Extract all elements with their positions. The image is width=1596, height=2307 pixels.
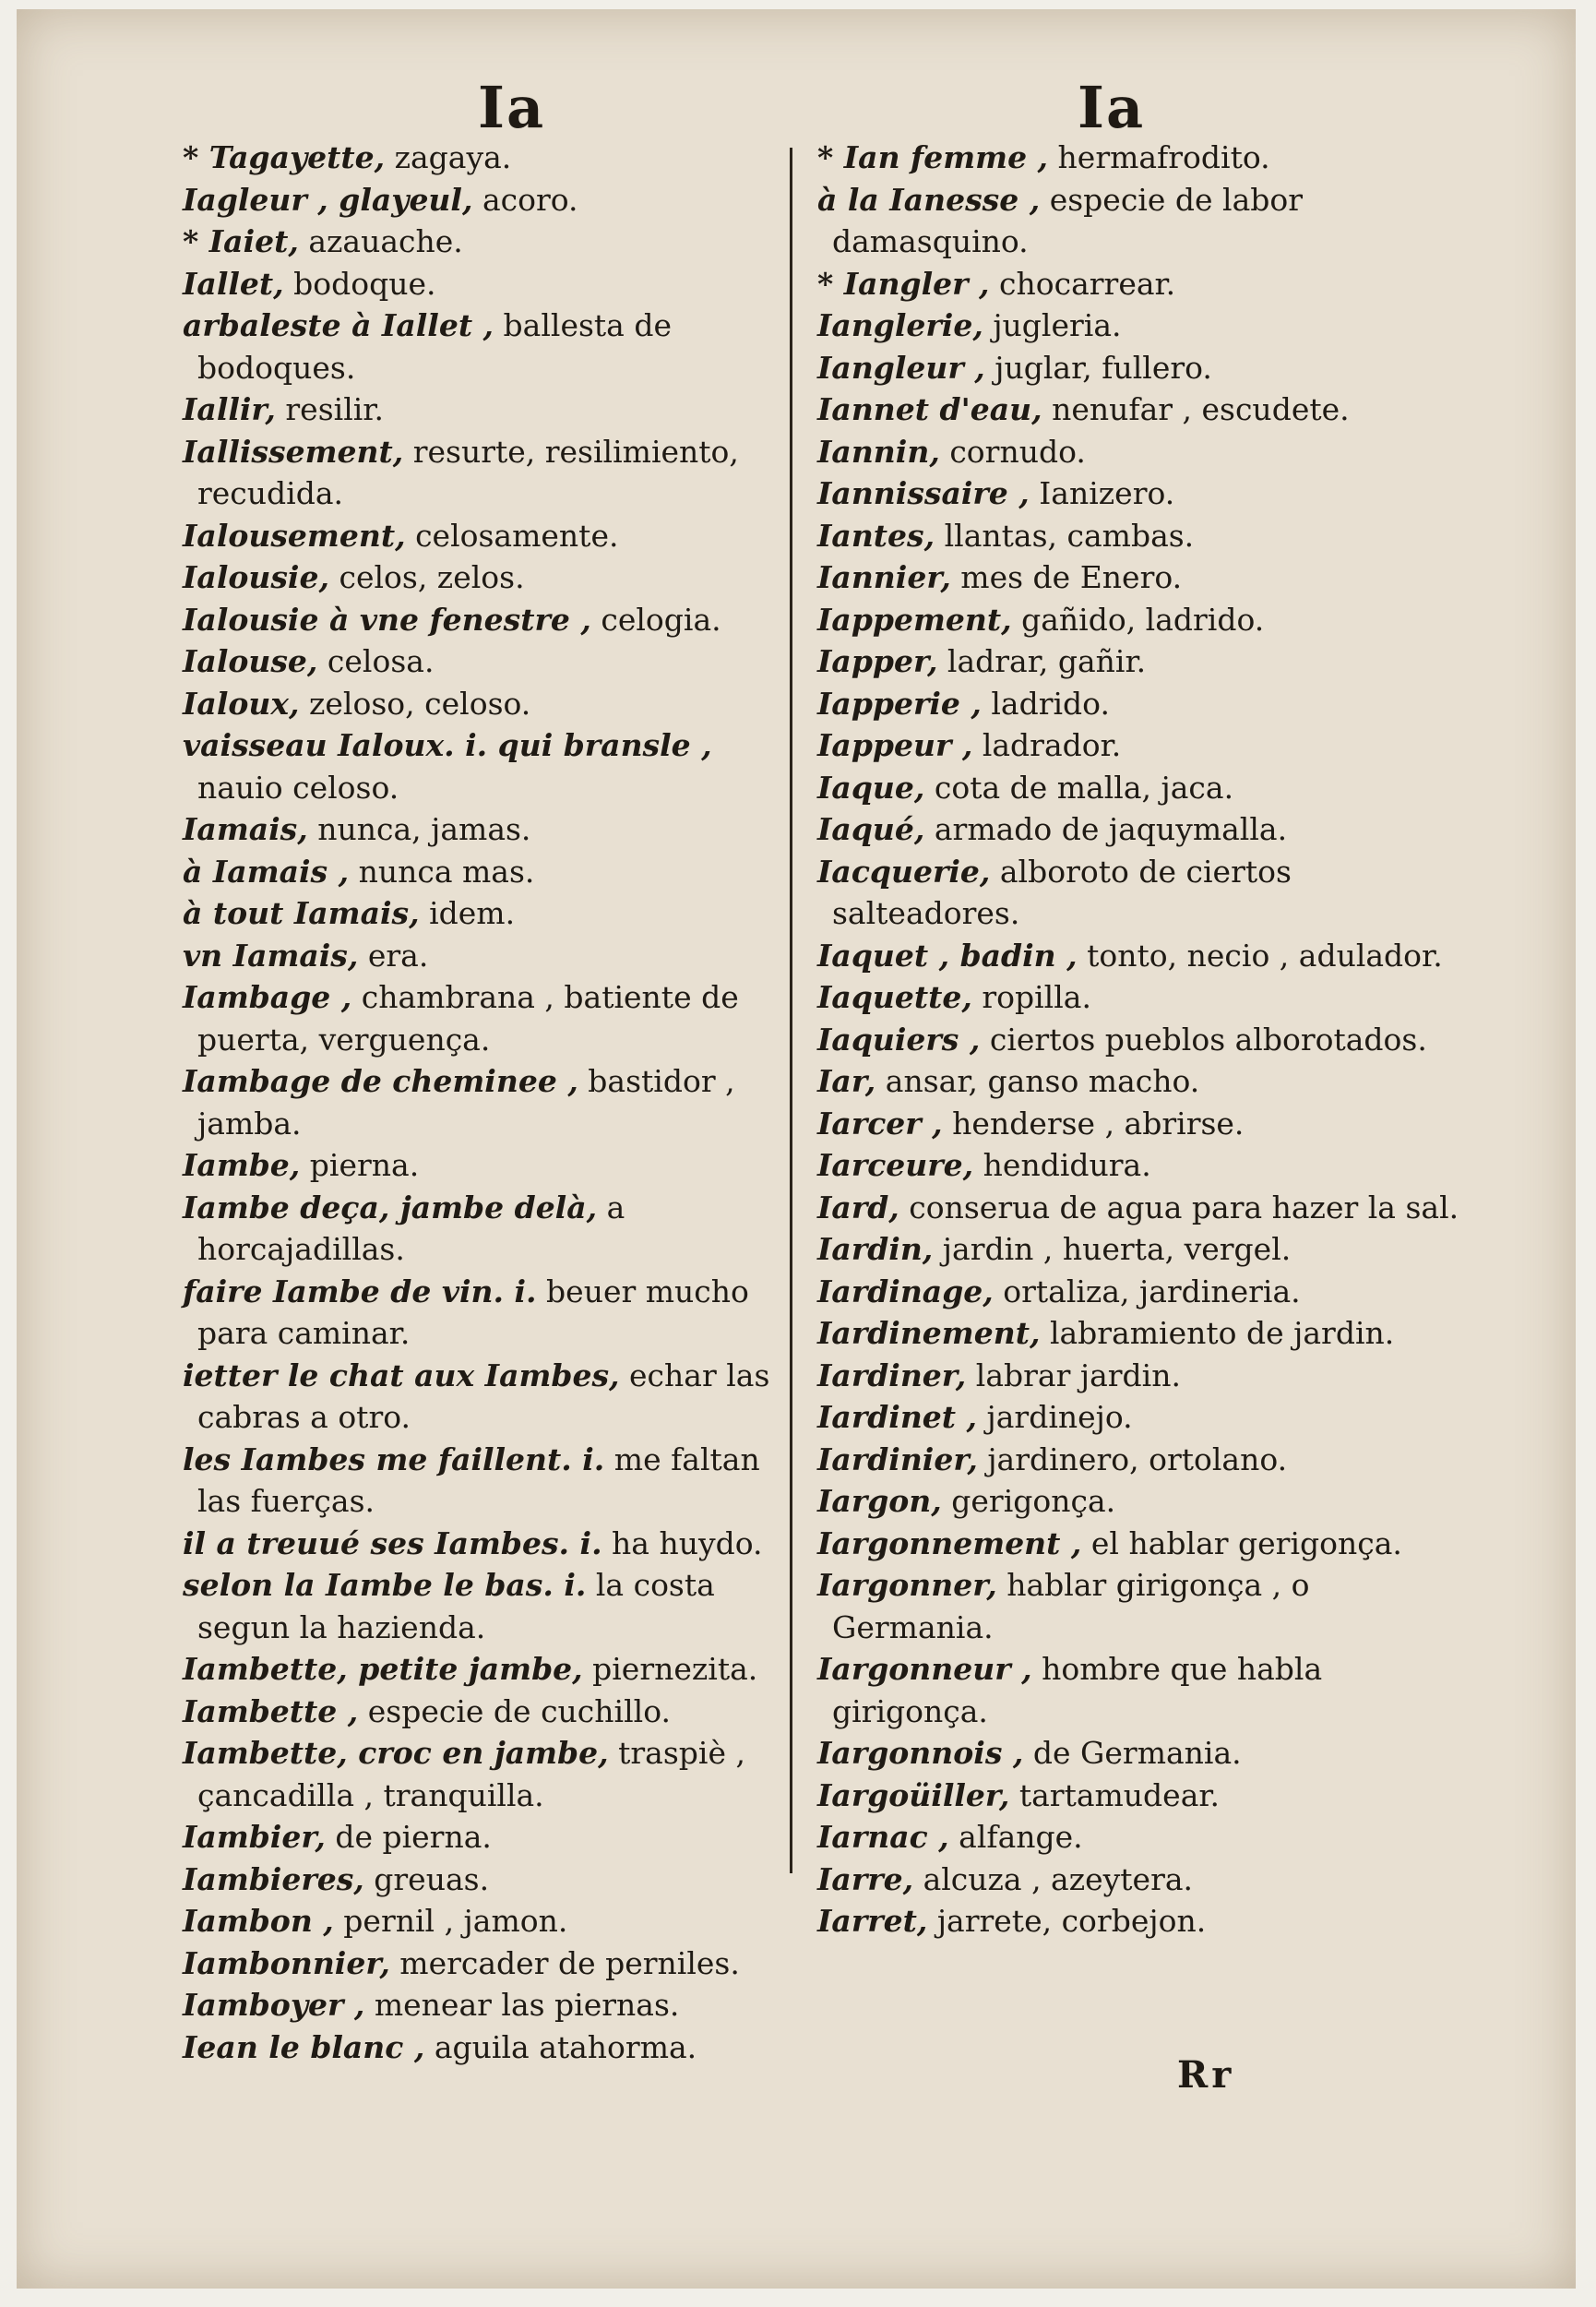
- entry-definition: cota de malla, jaca.: [924, 769, 1234, 806]
- dictionary-entry: [817, 724, 1463, 767]
- entry-headword: Iarre,: [817, 1860, 914, 1897]
- dictionary-page: [17, 9, 1576, 2289]
- entry-headword: à Iamais ,: [183, 853, 350, 890]
- entry-definition: labrar jardin.: [966, 1357, 1181, 1393]
- entry-headword: Iambette, croc en jambe,: [183, 1735, 609, 1771]
- entry-headword: Iannissaire ,: [817, 475, 1030, 511]
- entry-headword: Iappeur ,: [817, 727, 973, 763]
- entry-definition: resilir.: [275, 391, 384, 427]
- entry-headword: Iardinet ,: [817, 1399, 978, 1435]
- entry-headword: Iamboyer ,: [183, 1987, 365, 2023]
- dictionary-entry: [817, 1900, 1463, 1942]
- entry-definition: llantas, cambas.: [935, 517, 1195, 554]
- dictionary-entry: [817, 599, 1463, 641]
- entry-definition: ladrador.: [972, 727, 1122, 763]
- entry-headword: Iambage de cheminee ,: [183, 1063, 578, 1099]
- dictionary-entry: [817, 347, 1463, 389]
- entry-definition: resurte, resilimiento, recudida.: [197, 433, 739, 511]
- entry-definition: jarrete, corbejon.: [927, 1903, 1207, 1939]
- dictionary-entry: [817, 1271, 1463, 1313]
- dictionary-entry: [817, 431, 1463, 473]
- dictionary-entry: [183, 305, 792, 388]
- entry-definition: conserua de agua para hazer la sal.: [899, 1189, 1459, 1225]
- entry-headword: Ialouse,: [183, 643, 318, 679]
- entry-definition: ladrar, gañir.: [937, 643, 1147, 679]
- entry-definition: idem.: [419, 895, 516, 931]
- entry-headword: Iambage ,: [183, 979, 352, 1015]
- entry-headword: Ialousie à vne fenestre ,: [183, 601, 591, 638]
- dictionary-entry: [183, 1060, 792, 1144]
- dictionary-entry: [817, 1312, 1463, 1355]
- entry-definition: armado de jaquymalla.: [924, 811, 1288, 847]
- dictionary-entry: [183, 1900, 792, 1942]
- entry-definition: piernezita.: [582, 1651, 758, 1687]
- entry-headword: Iambonnier,: [183, 1944, 390, 1981]
- dictionary-entry: [817, 305, 1463, 347]
- entry-definition: era.: [358, 937, 429, 974]
- dictionary-entry: [183, 1648, 792, 1691]
- dictionary-entry: [183, 263, 792, 305]
- entry-headword: Iannet d'eau,: [817, 391, 1042, 427]
- entry-headword: Iaque,: [817, 769, 925, 806]
- entry-definition: nauio celoso.: [197, 769, 399, 806]
- entry-headword: Iapperie ,: [817, 685, 982, 722]
- entry-headword: Iantes,: [817, 517, 935, 554]
- dictionary-entry: [817, 1775, 1463, 1817]
- entry-definition: ladrido.: [981, 685, 1110, 722]
- entry-definition: ortaliza, jardineria.: [993, 1273, 1301, 1309]
- entry-headword: Iaquiers ,: [817, 1021, 981, 1058]
- dictionary-entry: [183, 1691, 792, 1733]
- dictionary-entry: [183, 1732, 792, 1816]
- entry-headword: Iannin,: [817, 433, 940, 470]
- dictionary-entry: [817, 1396, 1463, 1439]
- entry-headword: Iean le blanc ,: [183, 2028, 425, 2065]
- dictionary-entry: [183, 683, 792, 725]
- entry-headword: à tout Iamais,: [183, 895, 420, 931]
- dictionary-entry: [817, 1060, 1463, 1103]
- entry-definition: gerigonça.: [941, 1483, 1116, 1519]
- entry-definition: celos, zelos.: [328, 559, 525, 595]
- entry-definition: ropilla.: [971, 979, 1091, 1015]
- entry-headword: Iagleur , glayeul,: [183, 181, 473, 218]
- dictionary-entry: [183, 599, 792, 641]
- right-running-head: Ia: [1078, 74, 1146, 141]
- entry-definition: celogia.: [590, 601, 721, 638]
- entry-definition: chambrana , batiente de puerta, verguença.: [197, 979, 739, 1058]
- entry-headword: Iambette ,: [183, 1692, 359, 1729]
- entry-headword: faire Iambe de vin. i.: [183, 1273, 537, 1309]
- entry-definition: ha huydo.: [601, 1524, 763, 1561]
- entry-headword: Iallissement,: [183, 433, 404, 470]
- entry-definition: tartamudear.: [1009, 1776, 1221, 1813]
- entry-definition: Ianizero.: [1029, 475, 1175, 511]
- entry-definition: especie de cuchillo.: [358, 1692, 671, 1729]
- signature-mark: Rr: [1177, 2053, 1235, 2097]
- entry-headword: Iallir,: [183, 391, 276, 427]
- entry-headword: Iannier,: [817, 559, 951, 595]
- dictionary-entry: [817, 556, 1463, 599]
- entry-headword: Iamais,: [183, 811, 308, 847]
- entry-headword: Iardin,: [817, 1231, 934, 1267]
- dictionary-entry: [817, 1523, 1463, 1565]
- entry-definition: tonto, necio , adulador.: [1077, 937, 1443, 974]
- entry-headword: Iargonneur ,: [817, 1651, 1032, 1687]
- dictionary-entry: [183, 1355, 792, 1439]
- entry-definition: labramiento de jardin.: [1040, 1315, 1395, 1351]
- entry-definition: azauache.: [298, 223, 463, 259]
- entry-definition: hombre que habla girigonça.: [832, 1651, 1323, 1729]
- entry-definition: gañido, ladrido.: [1011, 601, 1265, 638]
- dictionary-entry: [817, 851, 1463, 935]
- entry-headword: Ialousement,: [183, 517, 406, 554]
- entry-definition: de Germania.: [1023, 1735, 1242, 1771]
- left-running-head: Ia: [478, 74, 546, 141]
- entry-definition: alfange.: [948, 1819, 1083, 1855]
- entry-definition: bastidor , jamba.: [197, 1063, 735, 1142]
- dictionary-entry: [183, 515, 792, 557]
- dictionary-entry: [183, 556, 792, 599]
- dictionary-entry: [817, 808, 1463, 851]
- dictionary-entry: [817, 1228, 1463, 1271]
- entry-headword: Iarcer ,: [817, 1105, 943, 1142]
- entry-headword: Iambe deça, jambe delà,: [183, 1189, 598, 1225]
- entry-headword: Iangleur ,: [817, 349, 985, 386]
- entry-definition: nunca mas.: [349, 853, 535, 890]
- entry-definition: la costa segun la hazienda.: [197, 1567, 715, 1645]
- entry-definition: chocarrear.: [989, 265, 1176, 302]
- dictionary-entry: [817, 1439, 1463, 1481]
- entry-definition: hermafrodito.: [1048, 139, 1270, 175]
- entry-headword: vaisseau Ialoux. i. qui bransle ,: [183, 727, 712, 763]
- dictionary-entry: [183, 1984, 792, 2026]
- entry-headword: Iardinage,: [817, 1273, 994, 1309]
- dictionary-entry: [817, 1480, 1463, 1523]
- entry-headword: à la Ianesse ,: [817, 181, 1041, 218]
- entry-definition: de pierna.: [325, 1819, 492, 1855]
- dictionary-entry: [183, 1523, 792, 1565]
- entry-headword: Iaquet , badin ,: [817, 937, 1078, 974]
- dictionary-entry: [183, 137, 792, 179]
- dictionary-entry: [183, 640, 792, 683]
- dictionary-entry: [817, 1648, 1463, 1732]
- dictionary-entry: [817, 767, 1463, 809]
- dictionary-entry: [183, 976, 792, 1060]
- entry-headword: Ialousie,: [183, 559, 329, 595]
- dictionary-entry: [817, 1103, 1463, 1145]
- entry-definition: nenufar , escudete.: [1042, 391, 1350, 427]
- column-divider: [790, 148, 792, 1873]
- entry-headword: * Iangler ,: [817, 265, 990, 302]
- entry-headword: Iarnac ,: [817, 1819, 949, 1855]
- entry-definition: a horcajadillas.: [197, 1189, 625, 1267]
- entry-definition: ballesta de bodoques.: [197, 307, 672, 386]
- entry-headword: Iambette, petite jambe,: [183, 1651, 583, 1687]
- dictionary-entry: [817, 683, 1463, 725]
- entry-definition: celosa.: [317, 643, 435, 679]
- entry-headword: arbaleste à Iallet ,: [183, 307, 494, 343]
- entry-definition: henderse , abrirse.: [942, 1105, 1245, 1142]
- entry-definition: pernil , jamon.: [333, 1903, 568, 1939]
- dictionary-entry: [183, 2026, 792, 2069]
- entry-headword: Iard,: [817, 1189, 899, 1225]
- dictionary-entry: [817, 1355, 1463, 1397]
- entry-headword: Iargonnement ,: [817, 1524, 1082, 1561]
- entry-definition: cornudo.: [939, 433, 1086, 470]
- dictionary-entry: [817, 1816, 1463, 1859]
- dictionary-entry: [183, 892, 792, 935]
- entry-headword: Iarceure,: [817, 1147, 974, 1183]
- entry-headword: Iargonner,: [817, 1567, 997, 1603]
- entry-definition: especie de labor damasquino.: [832, 181, 1304, 259]
- entry-definition: aguila atahorma.: [424, 2028, 697, 2065]
- entry-headword: Iardinement,: [817, 1315, 1041, 1351]
- entry-headword: Iarret,: [817, 1903, 928, 1939]
- entry-headword: Iallet,: [183, 265, 284, 302]
- dictionary-entry: [183, 724, 792, 808]
- entry-headword: Iardiner,: [817, 1357, 967, 1393]
- entry-headword: Iambe,: [183, 1147, 301, 1183]
- entry-definition: jugleria.: [983, 307, 1122, 343]
- right-column: [817, 137, 1463, 1942]
- dictionary-entry: [817, 515, 1463, 557]
- entry-headword: il a treuué ses Iambes. i.: [183, 1524, 602, 1561]
- dictionary-entry: [183, 935, 792, 977]
- dictionary-entry: [183, 1187, 792, 1271]
- entry-headword: * Tagayette,: [183, 139, 386, 175]
- dictionary-entry: [183, 431, 792, 515]
- entry-definition: alboroto de ciertos salteadores.: [832, 853, 1292, 931]
- entry-definition: nunca, jamas.: [307, 811, 531, 847]
- dictionary-entry: [817, 179, 1463, 263]
- entry-definition: bodoque.: [283, 265, 436, 302]
- entry-headword: Iambieres,: [183, 1860, 364, 1897]
- entry-headword: Iappement,: [817, 601, 1012, 638]
- entry-definition: traspiè , çancadilla , tranquilla.: [197, 1735, 745, 1813]
- entry-headword: Iaqué,: [817, 811, 925, 847]
- entry-definition: echar las cabras a otro.: [197, 1357, 770, 1435]
- dictionary-entry: [183, 388, 792, 431]
- dictionary-entry: [817, 263, 1463, 305]
- entry-headword: selon la Iambe le bas. i.: [183, 1567, 587, 1603]
- entry-headword: Iargonnois ,: [817, 1735, 1024, 1771]
- dictionary-entry: [183, 1564, 792, 1648]
- dictionary-entry: [817, 1859, 1463, 1901]
- entry-headword: Iargoüiller,: [817, 1776, 1010, 1813]
- entry-definition: hablar girigonça , o Germania.: [832, 1567, 1310, 1645]
- dictionary-entry: [817, 640, 1463, 683]
- entry-headword: Iambier,: [183, 1819, 326, 1855]
- dictionary-entry: [183, 221, 792, 263]
- entry-definition: mercader de perniles.: [389, 1944, 740, 1981]
- entry-definition: mes de Enero.: [950, 559, 1183, 595]
- dictionary-entry: [183, 1144, 792, 1187]
- entry-headword: Iaquette,: [817, 979, 972, 1015]
- entry-headword: Iargon,: [817, 1483, 942, 1519]
- dictionary-entry: [183, 1942, 792, 1985]
- dictionary-entry: [183, 1271, 792, 1355]
- dictionary-entry: [817, 976, 1463, 1019]
- left-column: [183, 137, 792, 2068]
- entry-headword: * Ian femme ,: [817, 139, 1049, 175]
- entry-definition: jardinejo.: [977, 1399, 1133, 1435]
- entry-definition: juglar, fullero.: [984, 349, 1212, 386]
- entry-headword: vn Iamais,: [183, 937, 359, 974]
- entry-definition: acoro.: [472, 181, 578, 218]
- entry-headword: Ialoux,: [183, 685, 300, 722]
- entry-headword: les Iambes me faillent. i.: [183, 1440, 605, 1477]
- entry-headword: * Iaiet,: [183, 223, 299, 259]
- entry-definition: beuer mucho para caminar.: [197, 1273, 749, 1351]
- entry-headword: Ianglerie,: [817, 307, 983, 343]
- dictionary-entry: [817, 1732, 1463, 1775]
- entry-definition: ansar, ganso macho.: [875, 1063, 1200, 1099]
- entry-definition: hendidura.: [973, 1147, 1151, 1183]
- entry-definition: el hablar gerigonça.: [1081, 1524, 1402, 1561]
- entry-headword: Iardinier,: [817, 1440, 978, 1477]
- entry-headword: Iapper,: [817, 643, 938, 679]
- entry-definition: zagaya.: [385, 139, 512, 175]
- entry-definition: ciertos pueblos alborotados.: [980, 1021, 1427, 1058]
- dictionary-entry: [817, 1019, 1463, 1061]
- entry-headword: Iar,: [817, 1063, 876, 1099]
- dictionary-entry: [817, 935, 1463, 977]
- entry-definition: alcuza , azeytera.: [913, 1860, 1194, 1897]
- dictionary-entry: [183, 851, 792, 893]
- entry-headword: Iambon ,: [183, 1903, 334, 1939]
- dictionary-entry: [183, 1859, 792, 1901]
- dictionary-entry: [183, 1816, 792, 1859]
- dictionary-entry: [817, 1564, 1463, 1648]
- entry-definition: pierna.: [300, 1147, 420, 1183]
- dictionary-entry: [183, 179, 792, 221]
- dictionary-entry: [817, 1187, 1463, 1229]
- entry-headword: ietter le chat aux Iambes,: [183, 1357, 620, 1393]
- entry-definition: jardin , huerta, vergel.: [933, 1231, 1292, 1267]
- dictionary-entry: [817, 137, 1463, 179]
- entry-definition: greuas.: [363, 1860, 490, 1897]
- dictionary-entry: [817, 472, 1463, 515]
- entry-definition: menear las piernas.: [364, 1987, 680, 2023]
- dictionary-entry: [183, 808, 792, 851]
- dictionary-entry: [817, 1144, 1463, 1187]
- dictionary-entry: [817, 388, 1463, 431]
- entry-headword: Iacquerie,: [817, 853, 991, 890]
- dictionary-entry: [183, 1439, 792, 1523]
- entry-definition: celosamente.: [405, 517, 619, 554]
- entry-definition: zeloso, celoso.: [299, 685, 531, 722]
- entry-definition: me faltan las fuerças.: [197, 1440, 760, 1519]
- entry-definition: jardinero, ortolano.: [977, 1440, 1288, 1477]
